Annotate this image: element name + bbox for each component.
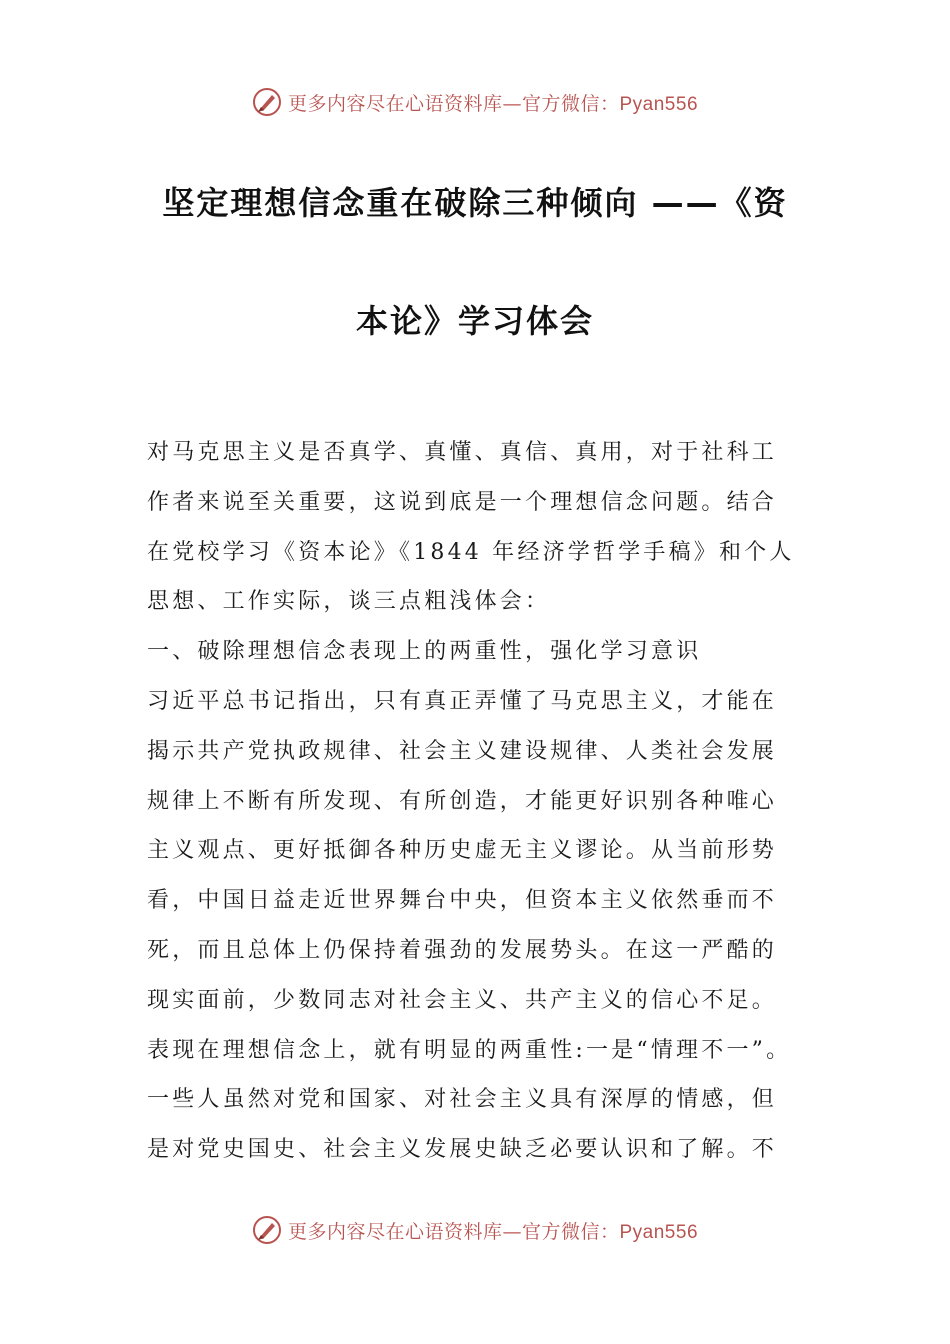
footer-banner-dash: —	[502, 1220, 522, 1243]
header-banner-account-label: 官方微信：	[521, 92, 620, 115]
body-line: 现实面前，少数同志对社会主义、共产主义的信心不足。	[147, 987, 778, 1013]
pen-logo-icon	[252, 87, 282, 117]
body-line: 作者来说至关重要，这说到底是一个理想信念问题。结合	[147, 489, 778, 515]
header-banner-dash: —	[502, 92, 522, 115]
header-banner-account-id: Pyan556	[619, 93, 699, 115]
body-line: 思想、工作实际，谈三点粗浅体会：	[147, 589, 551, 615]
document-title-line-2: 本论》学习体会	[355, 302, 594, 340]
body-line: 是对党史国史、社会主义发展史缺乏必要认识和了解。不	[147, 1137, 778, 1163]
body-line: 主义观点、更好抵御各种历史虚无主义谬论。从当前形势	[147, 838, 778, 864]
footer-banner	[0, 1210, 950, 1250]
body-line: 一些人虽然对党和国家、对社会主义具有深厚的情感，但	[147, 1087, 778, 1113]
footer-banner-slogan: 更多内容尽在心语资料库	[287, 1220, 503, 1243]
footer-banner-account-label: 官方微信：	[521, 1220, 620, 1243]
body-line: 习近平总书记指出，只有真正弄懂了马克思主义，才能在	[147, 688, 778, 714]
body-line: 表现在理想信念上，就有明显的两重性:一是“情理不一”。	[147, 1037, 792, 1063]
section-heading-1: 一、破除理想信念表现上的两重性，强化学习意识	[147, 639, 702, 665]
header-banner-slogan: 更多内容尽在心语资料库	[287, 92, 503, 115]
body-line: 死，而且总体上仍保持着强劲的发展势头。在这一严酷的	[147, 937, 778, 963]
footer-banner-account-id: Pyan556	[619, 1221, 699, 1243]
header-banner-text	[288, 89, 698, 116]
body-line: 看，中国日益走近世界舞台中央，但资本主义依然垂而不	[147, 888, 778, 914]
body-line: 对马克思主义是否真学、真懂、真信、真用，对于社科工	[147, 440, 778, 465]
header-banner	[0, 82, 950, 122]
footer-banner-text	[288, 1217, 698, 1244]
pen-logo-icon	[252, 1215, 282, 1245]
body-line: 揭示共产党执政规律、社会主义建设规律、人类社会发展	[147, 738, 778, 764]
body-line: 在党校学习《资本论》《1844 年经济学哲学手稿》和个人	[147, 539, 795, 565]
document-body	[147, 428, 827, 1175]
document-title-line-1: 坚定理想信念重在破除三种倾向 ——《资	[162, 184, 788, 222]
body-line: 规律上不断有所发现、有所创造，才能更好识别各种唯心	[147, 788, 778, 814]
